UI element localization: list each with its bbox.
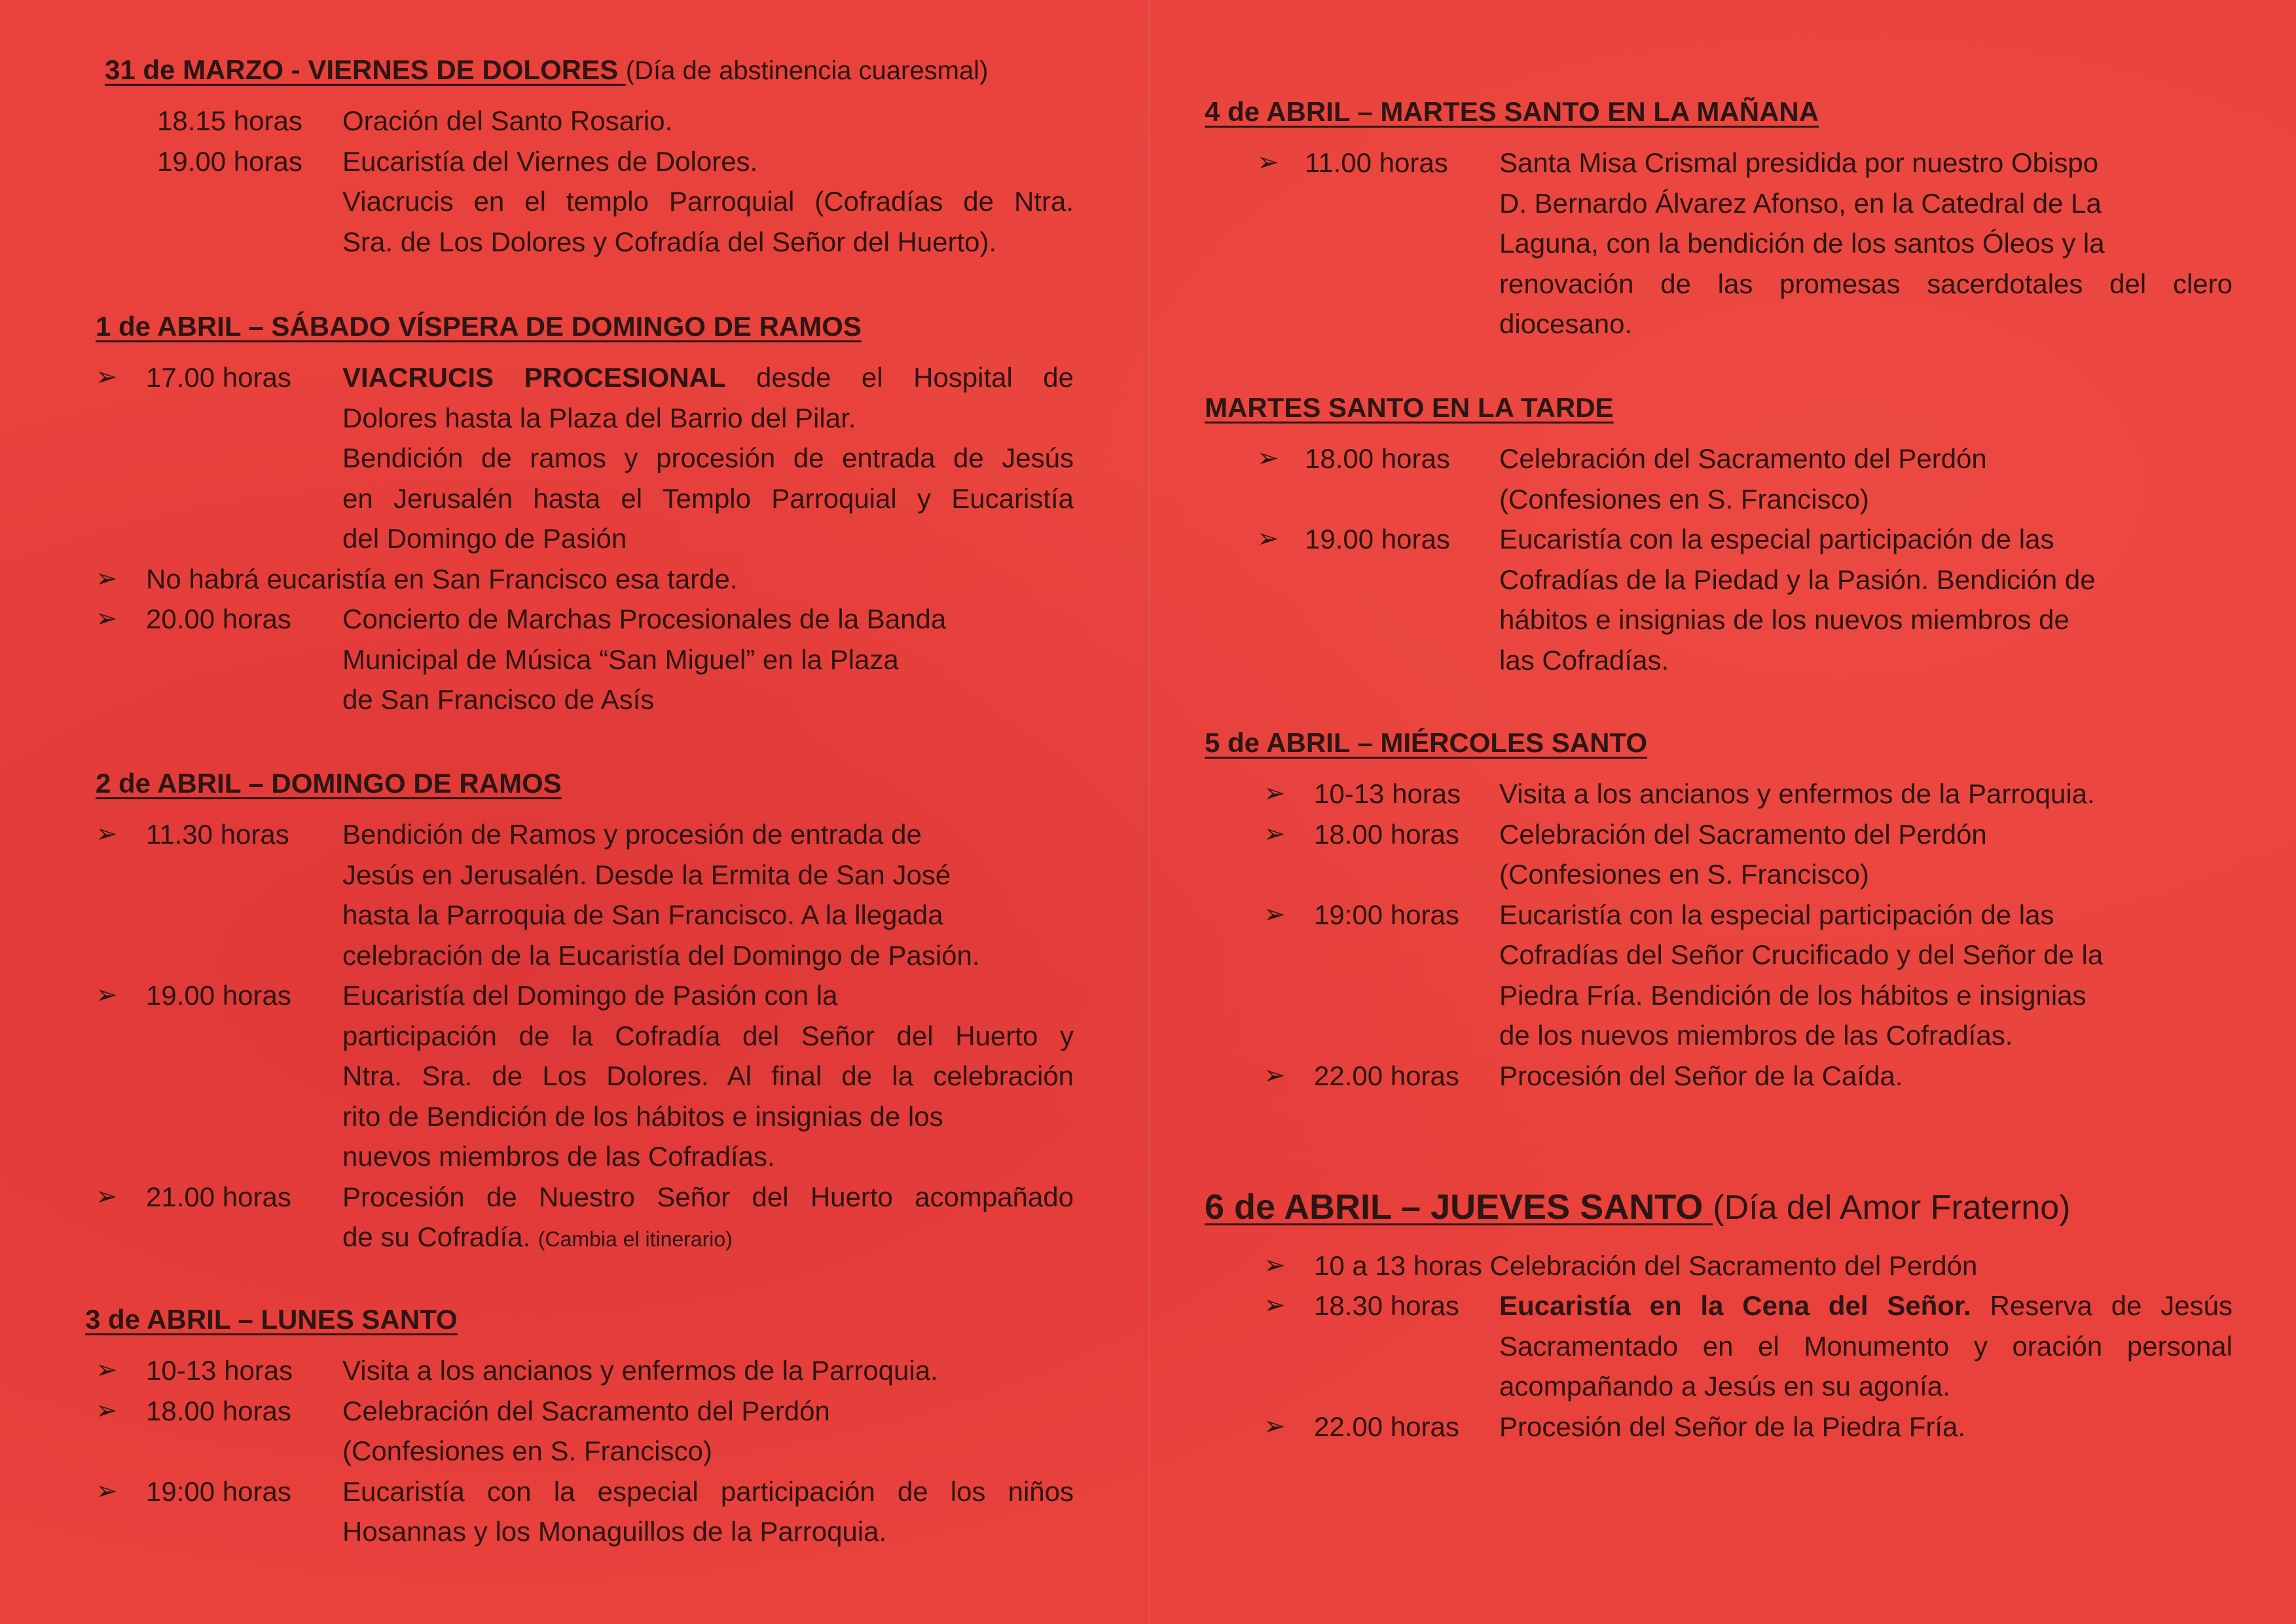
schedule-item — [85, 141, 1074, 262]
desc-line: Ntra. Sra. de Los Dolores. Al final de la celebración — [342, 1060, 1074, 1092]
desc-line: D. Bernardo Álvarez Afonso, en la Catedral de La — [1499, 187, 2102, 219]
desc-line: Visita a los ancianos y enfermos de la Parroquia. — [342, 1355, 938, 1386]
section-domingo-ramos — [85, 767, 1074, 1260]
item-time: 18.00 horas — [1314, 818, 1459, 850]
schedule-item — [1205, 774, 2232, 814]
item-time: 19:00 horas — [146, 1475, 291, 1507]
item-description — [1499, 774, 2232, 814]
item-description — [342, 101, 1074, 141]
schedule-item — [85, 1391, 1074, 1471]
arrowhead-bullet-icon: ➢ — [96, 981, 118, 1010]
item-description — [342, 1177, 1074, 1260]
section-heading — [105, 54, 1074, 86]
item-time: 22.00 horas — [1314, 1411, 1459, 1442]
desc-line: en Jerusalén hasta el Templo Parroquial y Eucaristía — [342, 482, 1074, 514]
section-heading: 4 de ABRIL – MARTES SANTO EN LA MAÑANA — [1205, 96, 1819, 127]
schedule-item — [1205, 1246, 2232, 1286]
item-bold-title: Eucaristía en la Cena del Señor. — [1499, 1290, 1971, 1322]
item-description — [1499, 895, 2232, 1056]
schedule-item — [1205, 143, 2232, 344]
arrowhead-bullet-icon: ➢ — [1264, 1250, 1286, 1280]
arrowhead-bullet-icon: ➢ — [1264, 779, 1286, 808]
section-heading: 2 de ABRIL – DOMINGO DE RAMOS — [96, 768, 562, 799]
desc-line: Municipal de Música “San Miguel” en la Plaza — [342, 643, 899, 675]
desc-line: Celebración del Sacramento del Perdón — [342, 1395, 830, 1426]
section-viernes-dolores — [85, 54, 1074, 262]
arrowhead-bullet-icon: ➢ — [1257, 148, 1279, 177]
desc-line: diocesano. — [1499, 308, 1633, 340]
item-description — [342, 141, 1074, 262]
section-martes-tarde — [1205, 391, 2232, 680]
desc-line: Laguna, con la bendición de los santos Óleos y la — [1499, 228, 2105, 259]
section-martes-manana — [1205, 96, 2232, 344]
item-time: 11.00 horas — [1305, 147, 1448, 179]
item-time: 19.00 horas — [157, 145, 302, 177]
desc-line: rito de Bendición de los hábitos e insignias de los — [342, 1100, 943, 1132]
desc-line: Procesión del Señor de la Caída. — [1499, 1060, 1903, 1091]
item-time: 19.00 horas — [1305, 524, 1450, 555]
arrowhead-bullet-icon: ➢ — [1264, 1291, 1286, 1320]
schedule-item — [1205, 439, 2232, 519]
arrowhead-bullet-icon: ➢ — [96, 564, 118, 593]
arrowhead-bullet-icon: ➢ — [1264, 1411, 1286, 1441]
item-text: 10 a 13 horas Celebración del Sacramento del Perdón — [1314, 1250, 1978, 1281]
desc-line: Dolores hasta la Plaza del Barrio del Pilar. — [342, 402, 856, 433]
page-fold — [1147, 0, 1151, 1624]
desc-line: Eucaristía con la especial participación de los niños — [342, 1475, 1074, 1507]
section-heading: 5 de ABRIL – MIÉRCOLES SANTO — [1205, 727, 1647, 758]
desc-line: hasta la Parroquia de San Francisco. A la llegada — [342, 899, 943, 931]
desc-line: Eucaristía con la especial participación de las — [1499, 899, 2054, 930]
item-bold-title: VIACRUCIS PROCESIONAL — [342, 362, 726, 393]
section-heading: 1 de ABRIL – SÁBADO VÍSPERA DE DOMINGO DE RAMOS — [96, 311, 862, 342]
desc-line: de San Francisco de Asís — [342, 684, 655, 715]
item-time: 18.00 horas — [1305, 443, 1450, 475]
schedule-item — [85, 1471, 1074, 1552]
desc-line: Piedra Fría. Bendición de los hábitos e insignias — [1499, 979, 2086, 1011]
item-description — [342, 1350, 1074, 1391]
schedule-item — [1205, 1056, 2232, 1096]
desc-line: Eucaristía del Domingo de Pasión con la — [342, 980, 838, 1011]
desc-line: (Confesiones en S. Francisco) — [1499, 859, 1869, 890]
item-time: 20.00 horas — [146, 604, 291, 635]
schedule-item — [85, 101, 1074, 141]
item-time: 17.00 horas — [146, 362, 291, 393]
item-time: 19.00 horas — [146, 980, 291, 1011]
arrowhead-bullet-icon: ➢ — [96, 820, 118, 849]
item-description — [342, 814, 1074, 975]
item-description — [342, 1471, 1074, 1552]
desc-line: Celebración del Sacramento del Perdón — [1499, 443, 1987, 475]
section-miercoles-santo — [1205, 727, 2232, 1096]
arrowhead-bullet-icon: ➢ — [96, 1356, 118, 1385]
desc-line: Bendición de Ramos y procesión de entrada de — [342, 819, 922, 850]
schedule-item — [1205, 1407, 2232, 1447]
item-description — [1499, 1407, 2232, 1447]
arrowhead-bullet-icon: ➢ — [1264, 819, 1286, 848]
schedule-item — [85, 599, 1074, 720]
item-description — [1499, 439, 2232, 519]
item-time: 21.00 horas — [146, 1181, 291, 1212]
desc-line: Viacrucis en el templo Parroquial (Cofradías de Ntra. — [342, 186, 1074, 217]
item-time: 11.30 horas — [146, 819, 289, 850]
schedule-item — [1205, 895, 2232, 1056]
item-time: 18.15 horas — [157, 105, 302, 137]
desc-line: Cofradías del Señor Crucificado y del Señor de la — [1499, 939, 2104, 971]
schedule-item — [1205, 519, 2232, 680]
schedule-item — [85, 975, 1074, 1177]
section-heading: 3 de ABRIL – LUNES SANTO — [85, 1304, 458, 1335]
desc-line: celebración de la Eucaristía del Domingo de Pasión. — [342, 939, 980, 971]
desc-line: nuevos miembros de las Cofradías. — [342, 1141, 775, 1172]
arrowhead-bullet-icon: ➢ — [1264, 1060, 1286, 1090]
schedule-item — [85, 1350, 1074, 1391]
desc-line: renovación de las promesas sacerdotales del clero — [1499, 268, 2232, 299]
item-description — [1499, 814, 2232, 895]
desc-line: del Domingo de Pasión — [342, 523, 627, 554]
item-description — [342, 1391, 1074, 1471]
desc-line: participación de la Cofradía del Señor del Huerto y — [342, 1020, 1074, 1051]
item-description — [1499, 143, 2232, 344]
item-text: No habrá eucaristía en San Francisco esa tarde. — [146, 563, 738, 594]
desc-line: Procesión del Señor de la Piedra Fría. — [1499, 1411, 1966, 1442]
desc-line: desde el Hospital de — [725, 362, 1074, 393]
desc-line: Santa Misa Crismal presidida por nuestro Obispo — [1499, 147, 2099, 179]
arrowhead-bullet-icon: ➢ — [96, 363, 118, 392]
item-description — [342, 975, 1074, 1177]
desc-line: Sra. de Los Dolores y Cofradía del Señor del Huerto). — [342, 226, 997, 257]
desc-line: Bendición de ramos y procesión de entrada de Jesús — [342, 442, 1074, 474]
arrowhead-bullet-icon: ➢ — [1264, 899, 1286, 929]
desc-line: Jesús en Jerusalén. Desde la Ermita de San José — [342, 859, 951, 890]
desc-line: Sacramentado en el Monumento y oración personal — [1499, 1330, 2232, 1362]
schedule-item — [85, 357, 1074, 559]
arrowhead-bullet-icon: ➢ — [1257, 444, 1279, 473]
desc-line: Eucaristía del Viernes de Dolores. — [342, 145, 758, 177]
item-description — [342, 357, 1074, 559]
item-small-note: (Cambia el itinerario) — [538, 1227, 733, 1252]
arrowhead-bullet-icon: ➢ — [96, 1182, 118, 1211]
desc-line: las Cofradías. — [1499, 644, 1669, 676]
section-heading: MARTES SANTO EN LA TARDE — [1205, 392, 1614, 423]
section-jueves-santo — [1205, 1186, 2232, 1447]
schedule-item — [85, 814, 1074, 975]
arrowhead-bullet-icon: ➢ — [1257, 524, 1279, 554]
desc-line: Visita a los ancianos y enfermos de la Parroquia. — [1499, 778, 2095, 810]
desc-line: Hosannas y los Monaguillos de la Parroquia. — [342, 1516, 887, 1547]
item-time: 18.30 horas — [1314, 1290, 1459, 1322]
desc-line: (Confesiones en S. Francisco) — [1499, 483, 1869, 514]
desc-line: (Confesiones en S. Francisco) — [342, 1435, 712, 1467]
schedule-item — [85, 559, 1074, 600]
arrowhead-bullet-icon: ➢ — [96, 1476, 118, 1506]
item-time: 10-13 horas — [146, 1355, 293, 1386]
schedule-item — [85, 1177, 1074, 1260]
schedule-item — [1205, 814, 2232, 895]
section-lunes-santo — [85, 1303, 1074, 1552]
item-time: 18.00 horas — [146, 1395, 291, 1426]
desc-line: de su Cofradía. — [342, 1221, 531, 1253]
arrowhead-bullet-icon: ➢ — [96, 1396, 118, 1425]
item-time: 22.00 horas — [1314, 1060, 1459, 1091]
desc-line: hábitos e insignias de los nuevos miembros de — [1499, 604, 2069, 636]
item-description — [1499, 1056, 2232, 1096]
desc-line: Celebración del Sacramento del Perdón — [1499, 818, 1987, 850]
desc-line: Reserva de Jesús — [1971, 1290, 2232, 1322]
heading-text: 6 de ABRIL – JUEVES SANTO — [1205, 1187, 1704, 1227]
desc-line: Concierto de Marchas Procesionales de la Banda — [342, 604, 947, 635]
desc-line: acompañando a Jesús en su agonía. — [1499, 1371, 1950, 1402]
item-description — [1499, 1286, 2232, 1407]
arrowhead-bullet-icon: ➢ — [96, 604, 118, 634]
desc-line: Oración del Santo Rosario. — [342, 105, 673, 137]
heading-text: 31 de MARZO - VIERNES DE DOLORES — [105, 54, 619, 85]
section-heading — [1205, 1186, 2232, 1229]
item-description — [1499, 519, 2232, 680]
desc-line: Eucaristía con la especial participación de las — [1499, 524, 2054, 555]
item-description — [342, 599, 1074, 720]
desc-line: Procesión de Nuestro Señor del Huerto acompañado — [342, 1181, 1074, 1212]
item-time: 10-13 horas — [1314, 778, 1461, 810]
heading-note: (Día de abstinencia cuaresmal) — [625, 56, 989, 85]
desc-line: de los nuevos miembros de las Cofradías. — [1499, 1020, 2013, 1051]
desc-line: Cofradías de la Piedad y la Pasión. Bendición de — [1499, 564, 2096, 595]
section-sabado-vispera — [85, 310, 1074, 720]
heading-note: (Día del Amor Fraterno) — [1713, 1189, 2071, 1227]
schedule-item — [1205, 1286, 2232, 1407]
item-time: 19:00 horas — [1314, 899, 1459, 930]
